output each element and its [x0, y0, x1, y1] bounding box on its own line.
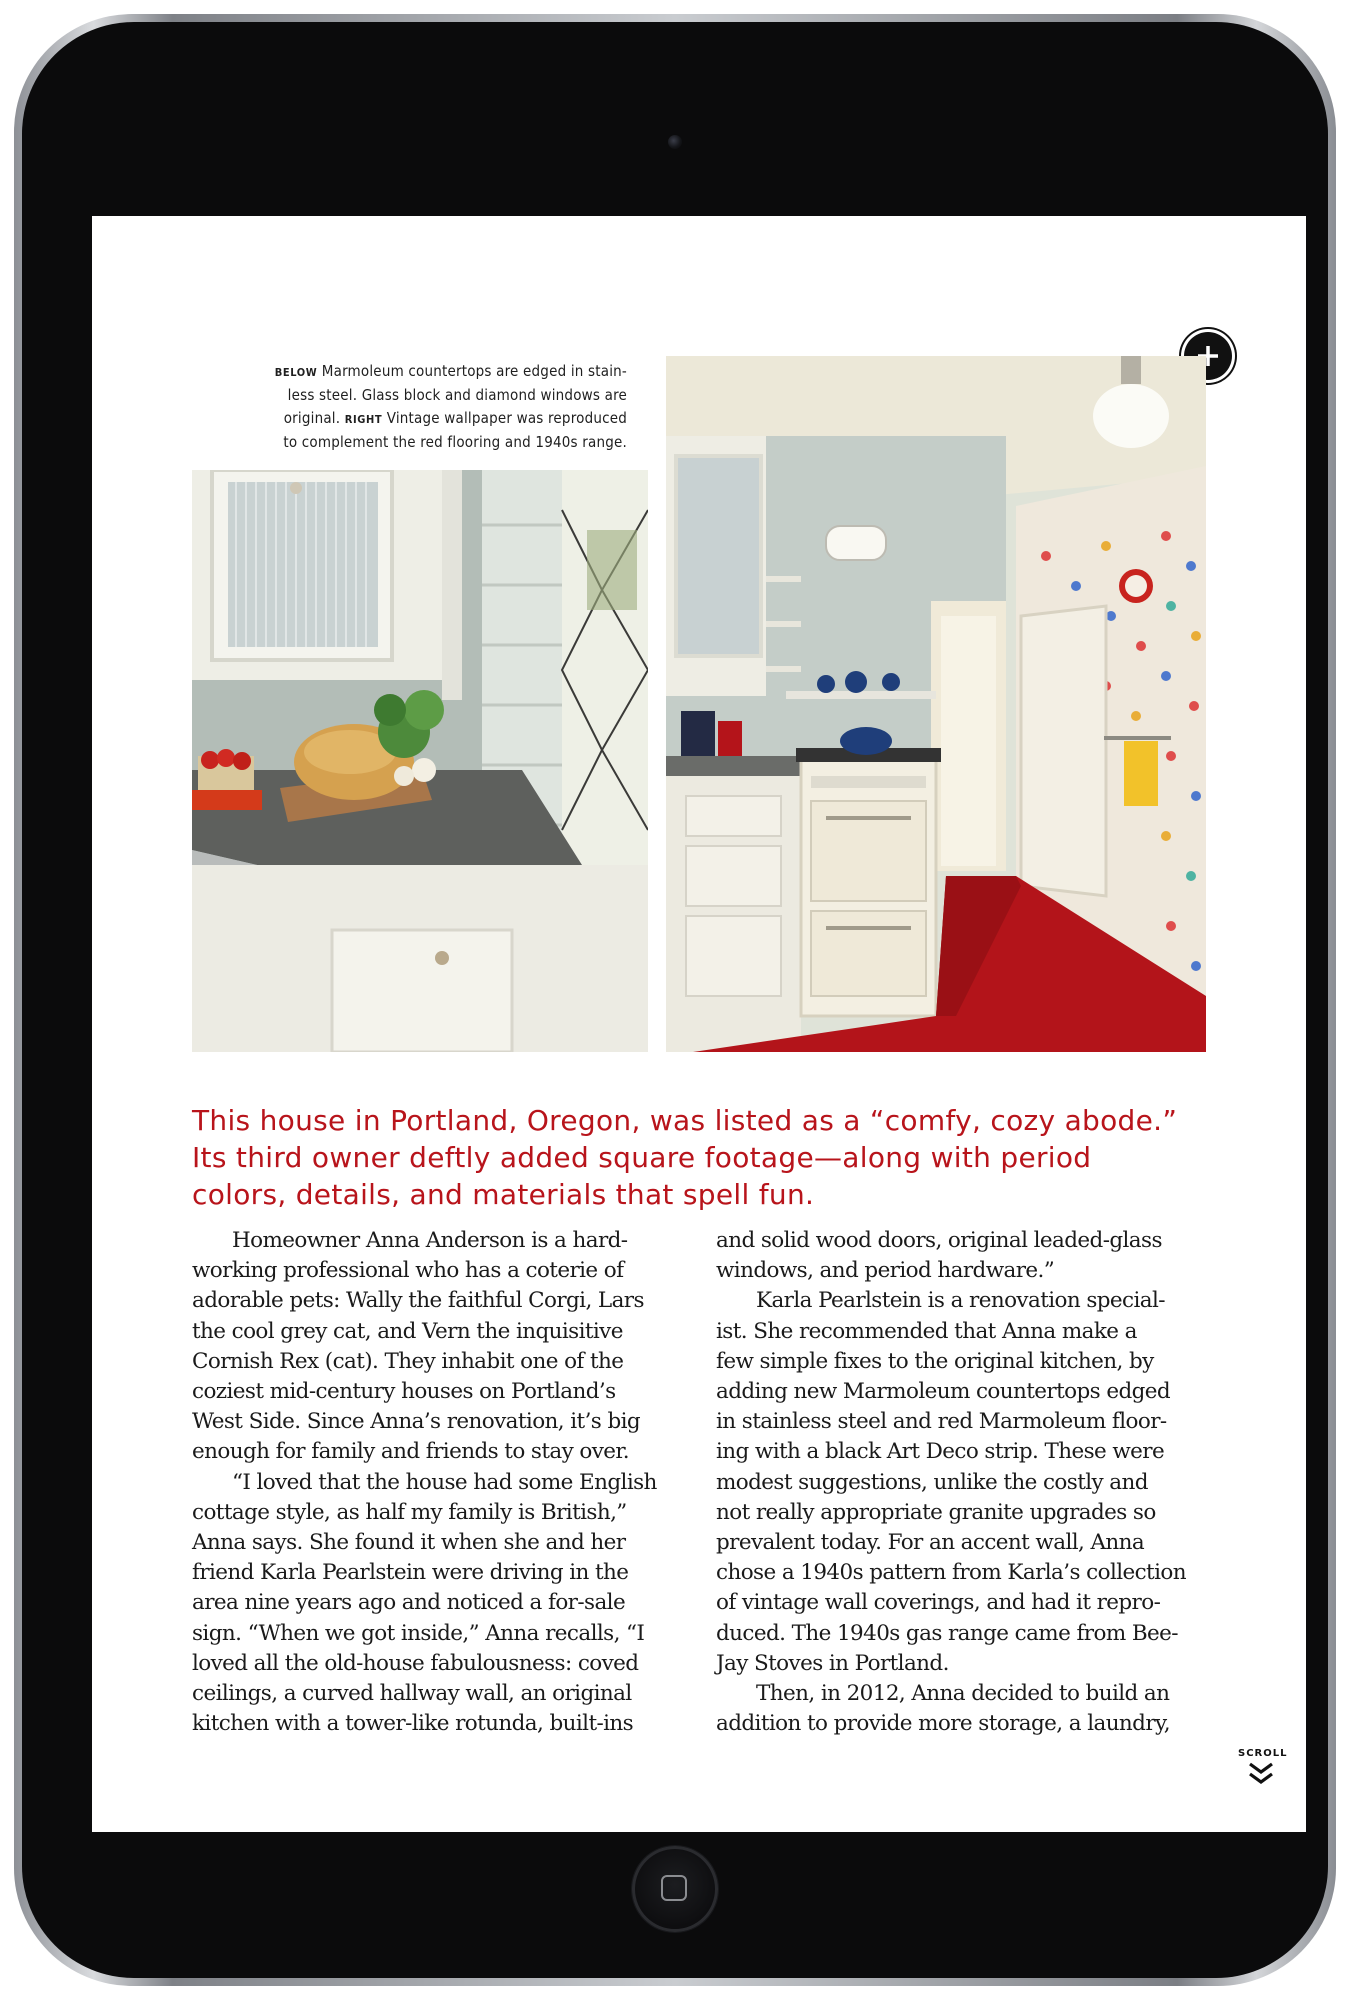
body-text-line: windows, and period hardware.” — [716, 1258, 1055, 1284]
scroll-indicator[interactable] — [1238, 1748, 1288, 1791]
range-photo-illustration — [666, 356, 1206, 1052]
body-text-line: enough for family and friends to stay over. — [192, 1439, 629, 1465]
caption-text: Vintage wallpaper was reproduced — [386, 409, 627, 427]
tablet-bezel — [22, 22, 1328, 1978]
article-column-left — [192, 1226, 692, 1739]
body-text-line: modest suggestions, unlike the costly and — [716, 1469, 1148, 1495]
body-text-line: adorable pets: Wally the faithful Corgi, Lars — [192, 1288, 644, 1314]
body-text-line: addition to provide more storage, a laundry, — [716, 1711, 1170, 1737]
home-button[interactable] — [632, 1846, 718, 1932]
body-text-line: Homeowner Anna Anderson is a hard- — [232, 1228, 628, 1253]
body-text-line: coziest mid-century houses on Portland’s — [192, 1379, 616, 1405]
body-text-line: ceilings, a curved hallway wall, an original — [192, 1681, 632, 1707]
body-text-line: cottage style, as half my family is British,” — [192, 1499, 627, 1525]
front-camera-icon — [668, 135, 682, 149]
scroll-label: SCROLL — [1238, 1748, 1288, 1759]
body-text-line: “I loved that the house had some English — [232, 1469, 657, 1495]
body-text-line: chose a 1940s pattern from Karla’s collection — [716, 1560, 1186, 1586]
caption-text: Marmoleum countertops are edged in stain- — [321, 362, 627, 380]
deck-line: Its third owner deftly added square footage—along with period — [192, 1141, 1092, 1174]
body-text-line: kitchen with a tower-like rotunda, built-ins — [192, 1711, 634, 1737]
body-text-line: loved all the old-house fabulousness: coved — [192, 1650, 639, 1676]
caption-line-1 — [227, 360, 627, 384]
body-text-line: Karla Pearlstein is a renovation special- — [756, 1288, 1165, 1314]
body-text-line: West Side. Since Anna’s renovation, it’s big — [192, 1409, 641, 1435]
caption-right-tag: RIGHT — [344, 413, 383, 426]
body-text-line: not really appropriate granite upgrades so — [716, 1499, 1156, 1525]
deck-line: colors, details, and materials that spell fun. — [192, 1178, 815, 1211]
caption-text: original. — [283, 409, 341, 427]
body-text-line: Anna says. She found it when she and her — [192, 1530, 626, 1556]
photo-caption — [227, 360, 627, 454]
body-text-line: of vintage wall coverings, and had it repro- — [716, 1590, 1161, 1616]
body-text-line: Cornish Rex (cat). They inhabit one of the — [192, 1348, 624, 1374]
body-text-line: duced. The 1940s gas range came from Bee- — [716, 1620, 1178, 1646]
deck-line: This house in Portland, Oregon, was listed as a “comfy, cozy abode.” — [192, 1104, 1178, 1137]
kitchen-countertop-photo[interactable] — [192, 470, 648, 1052]
caption-line-4: to complement the red flooring and 1940s range. — [283, 433, 627, 451]
body-text-line: Then, in 2012, Anna decided to build an — [756, 1681, 1170, 1707]
body-text-line: the cool grey cat, and Vern the inquisitive — [192, 1318, 623, 1344]
body-text-line: working professional who has a coterie of — [192, 1258, 624, 1284]
double-chevron-down-icon — [1246, 1761, 1276, 1787]
home-button-icon — [661, 1875, 687, 1901]
kitchen-range-photo[interactable] — [666, 356, 1206, 1052]
body-text-line: few simple fixes to the original kitchen, by — [716, 1348, 1154, 1374]
body-text-line: in stainless steel and red Marmoleum floor- — [716, 1409, 1167, 1435]
body-text-line: ist. She recommended that Anna make a — [716, 1318, 1137, 1344]
tablet-frame — [14, 14, 1336, 1986]
countertop-photo-illustration — [192, 470, 648, 1052]
caption-line-3 — [227, 407, 627, 431]
body-text-line: and solid wood doors, original leaded-glass — [716, 1228, 1162, 1253]
body-text-line: adding new Marmoleum countertops edged — [716, 1379, 1171, 1405]
body-text-line: ing with a black Art Deco strip. These were — [716, 1439, 1165, 1465]
article-column-right — [716, 1226, 1216, 1739]
body-text-line: prevalent today. For an accent wall, Anna — [716, 1530, 1145, 1556]
caption-below-tag: BELOW — [274, 366, 318, 379]
caption-line-2: less steel. Glass block and diamond windows are — [287, 386, 627, 404]
body-text-line: area nine years ago and noticed a for-sale — [192, 1590, 626, 1616]
body-text-line: friend Karla Pearlstein were driving in the — [192, 1560, 629, 1586]
magazine-page — [92, 216, 1306, 1832]
body-text-line: Jay Stoves in Portland. — [716, 1650, 949, 1676]
article-deck — [192, 1102, 1212, 1213]
body-text-line: sign. “When we got inside,” Anna recalls, “I — [192, 1620, 645, 1646]
